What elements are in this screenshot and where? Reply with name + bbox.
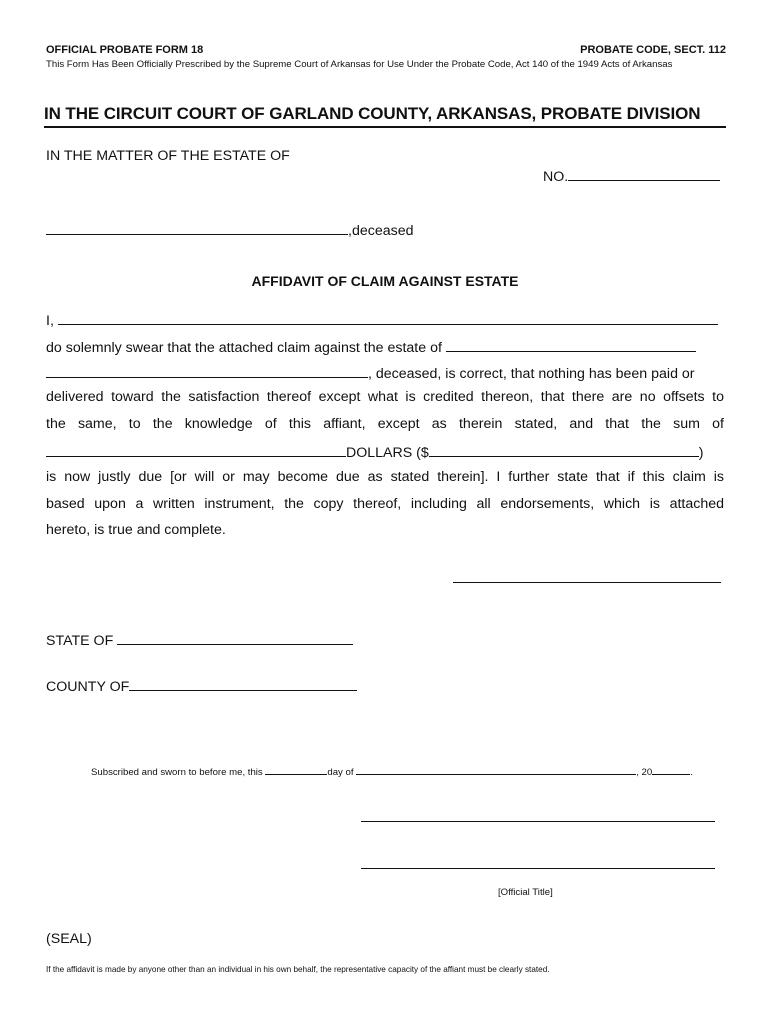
county-field[interactable] (129, 676, 357, 691)
jurat-year-field[interactable] (652, 764, 690, 775)
jurat-day-field[interactable] (265, 764, 327, 775)
official-title-line (361, 854, 715, 874)
jurat-subscribed: Subscribed and sworn to before me, this (91, 767, 263, 778)
code-reference: PROBATE CODE, SECT. 112 (580, 44, 726, 56)
state-field[interactable] (117, 630, 353, 645)
affiant-signature-field[interactable] (453, 568, 721, 583)
dollars-label: DOLLARS ($ (346, 445, 429, 461)
estate-deceased-field[interactable] (46, 363, 368, 378)
prescribed-notice: This Form Has Been Officially Prescribed by the Supreme Court of Arkansas for Use Under the Probate Code, Act 140 of the 1949 Acts of Arkansas (46, 59, 673, 70)
official-title-field[interactable] (361, 854, 715, 869)
case-number (543, 166, 720, 185)
notary-signature (361, 807, 715, 827)
case-number-field[interactable] (568, 166, 720, 181)
court-heading: IN THE CIRCUIT COURT OF GARLAND COUNTY, ARKANSAS, PROBATE DIVISION (44, 104, 701, 123)
seal-label: (SEAL) (46, 931, 92, 947)
form-id: OFFICIAL PROBATE FORM 18 (46, 44, 204, 56)
heading-rule (44, 126, 726, 128)
body-line-7: based upon a written instrument, the copy thereof, including all endorsements, which is attached (46, 496, 724, 512)
matter-label: IN THE MATTER OF THE ESTATE OF (46, 148, 290, 164)
notary-signature-field[interactable] (361, 807, 715, 822)
footnote: If the affidavit is made by anyone other than an individual in his own behalf, the representative capacity of the affiant must be clearly stated. (46, 965, 550, 974)
affiant-signature (453, 568, 721, 588)
deceased-clause-line (46, 363, 695, 382)
case-number-label: NO. (543, 169, 569, 185)
dollars-words-field[interactable] (46, 442, 346, 457)
jurat-period: . (690, 767, 693, 778)
official-title-label: [Official Title] (498, 887, 553, 898)
estate-name-field[interactable] (446, 337, 696, 352)
body-line-3: delivered toward the satisfaction thereof except what is credited thereon, that there are no offsets to (46, 389, 724, 405)
deceased-line (46, 220, 413, 239)
deceased-name-field[interactable] (46, 220, 348, 235)
affiant-name-field[interactable] (58, 310, 718, 325)
affiant-line (46, 310, 718, 329)
deceased-label: ,deceased (348, 223, 414, 239)
state-label: STATE OF (46, 633, 114, 649)
jurat-line (91, 764, 693, 778)
body-line-8: hereto, is true and complete. (46, 522, 226, 538)
jurat-month-field[interactable] (356, 764, 636, 775)
county-line (46, 676, 357, 695)
swear-line (46, 337, 696, 356)
jurat-year-prefix: , 20 (636, 767, 653, 778)
dollars-amount-field[interactable] (429, 442, 699, 457)
state-line (46, 630, 353, 649)
jurat-day-of: day of (327, 767, 354, 778)
body-line-4: the same, to the knowledge of this affiant, except as therein stated, and that the sum of (46, 416, 724, 432)
swear-text: do solemnly swear that the attached claim against the estate of (46, 340, 442, 356)
deceased-clause-text: , deceased, is correct, that nothing has been paid or (368, 366, 695, 382)
county-label: COUNTY OF (46, 679, 130, 695)
affiant-label: I, (46, 313, 54, 329)
dollars-line (46, 442, 704, 461)
dollars-close: ) (698, 445, 704, 461)
body-line-6: is now justly due [or will or may become due as stated therein]. I further state that if this claim is (46, 469, 724, 485)
form-title: AFFIDAVIT OF CLAIM AGAINST ESTATE (251, 273, 519, 289)
